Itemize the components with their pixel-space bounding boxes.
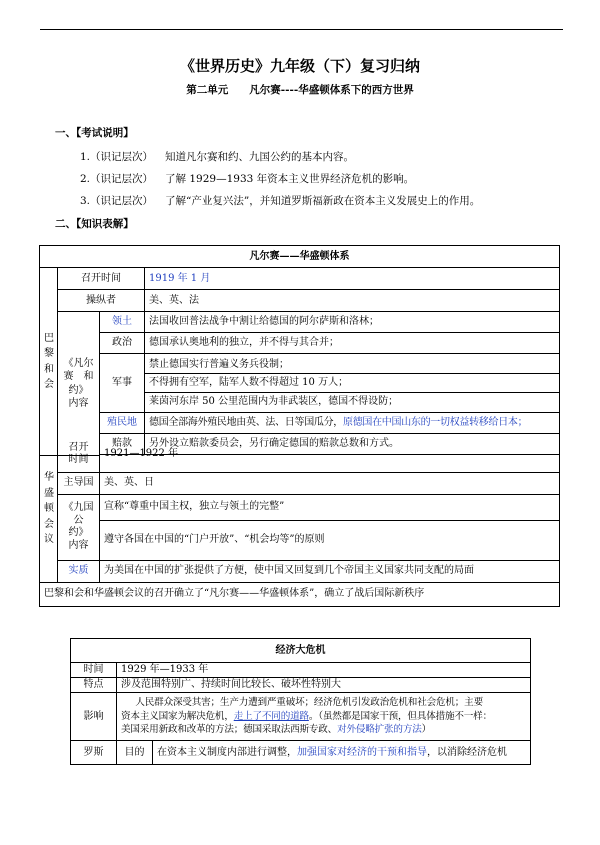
table-cell-value: 遵守各国在中国的“门户开放”、“机会均等”的原则	[100, 520, 560, 560]
requirement-item: 3.（识记层次） 了解“产业复兴法”，并知道罗斯福新政在资本主义发展史上的作用。	[80, 195, 481, 207]
table-cell-label: 赔款	[100, 434, 145, 455]
table-cell-value: 法国收回普法战争中割让给德国的阿尔萨斯和洛林；	[145, 312, 560, 333]
table-cell-label: 影响	[71, 693, 117, 741]
nine-power-treaty-label: 《九国 公 约》 内容	[58, 494, 100, 560]
requirement-item: 1.（识记层次） 知道凡尔赛和约、九国公约的基本内容。	[80, 151, 355, 163]
table-cell-label: 目的	[117, 741, 153, 765]
table-cell-value: 禁止德国实行普遍义务兵役制；	[145, 356, 559, 375]
table-header: 凡尔赛——华盛顿体系	[40, 246, 560, 268]
table-cell-value: 美、英、法	[145, 290, 560, 312]
table-cell-value: 另外设立赔款委员会，另行确定德国的赔款总数和方式。	[145, 434, 560, 455]
table-cell-value: 美、英、日	[100, 472, 560, 494]
table-cell-label: 军事	[100, 354, 145, 413]
washington-conference-table	[39, 436, 560, 607]
paris-conference-label: 巴 黎 和 会	[40, 268, 58, 456]
unit-subtitle: 第二单元 凡尔赛----华盛顿体系下的西方世界	[186, 84, 414, 96]
table-cell-value: 1921—1922 年	[100, 436, 560, 472]
table-cell-label: 操纵者	[58, 290, 145, 312]
table-cell-value: 不得拥有空军，陆军人数不得超过 10 万人；	[145, 374, 559, 393]
table-cell-label: 特点	[71, 678, 117, 693]
versailles-washington-table	[39, 245, 560, 456]
table-cell-label: 领土	[100, 312, 145, 333]
impact-text: 人民群众深受其害；生产力遭到严重破坏；经济危机引发政治危机和社会危机；主要 资本主义国家为解决危机，走上了不同的道路。（虽然都是国家干预，但具体措施不一样： 美国采用新政和改革的方法；德国采取法西斯专政、对外侵略扩张的方法）	[117, 693, 531, 741]
header-rule	[40, 29, 563, 30]
table-footer-summary: 巴黎和会和华盛顿会议的召开确立了“凡尔赛——华盛顿体系”，确立了战后国际新秩序	[40, 582, 560, 606]
table-cell-value: 德国承认奥地利的独立，并不得与其合并；	[145, 333, 560, 354]
section-heading-knowledge: 二、【知识表解】	[55, 218, 134, 230]
table-cell-value: 1929 年—1933 年	[117, 663, 531, 678]
washington-conference-label: 华 盛 顿 会 议	[40, 436, 58, 582]
military-terms	[145, 354, 560, 413]
table-header: 经济大危机	[71, 639, 531, 663]
table-cell-label: 主导国	[58, 472, 100, 494]
colony-terms: 德国全部海外殖民地由英、法、日等国瓜分，原德国在中国山东的一切权益转移给日本；	[145, 413, 560, 434]
table-cell-label: 时间	[71, 663, 117, 678]
requirement-item: 2.（识记层次） 了解 1929—1933 年资本主义世界经济危机的影响。	[80, 173, 415, 185]
table-cell-label: 罗斯	[71, 741, 117, 765]
roosevelt-purpose: 在资本主义制度内部进行调整，加强国家对经济的干预和指导，以消除经济危机	[153, 741, 531, 765]
table-cell-value: 宣称“尊重中国主权，独立与领土的完整”	[100, 494, 560, 520]
treaty-content-label: 《凡尔 赛 和 约》 内容	[58, 312, 100, 456]
economic-crisis-table	[70, 638, 531, 765]
table-cell-value: 涉及范围特别广、持续时间比较长、破坏性特别大	[117, 678, 531, 693]
table-cell-value: 为美国在中国的扩张提供了方便，使中国又回复到几个帝国主义国家共同支配的局面	[100, 560, 560, 582]
table-cell-label: 政治	[100, 333, 145, 354]
table-cell-value: 1919 年 1 月	[145, 268, 560, 290]
document-title: 《世界历史》九年级（下）复习归纳	[179, 57, 420, 75]
table-cell-label: 实质	[58, 560, 100, 582]
table-cell-label: 殖民地	[100, 413, 145, 434]
table-cell-value: 莱茵河东岸 50 公里范围内为非武装区，德国不得设防；	[149, 395, 399, 407]
table-cell-label: 召开时间	[58, 268, 145, 290]
table-cell-label: 召开 时间	[58, 436, 100, 472]
section-heading-exam: 一、【考试说明】	[55, 127, 134, 139]
